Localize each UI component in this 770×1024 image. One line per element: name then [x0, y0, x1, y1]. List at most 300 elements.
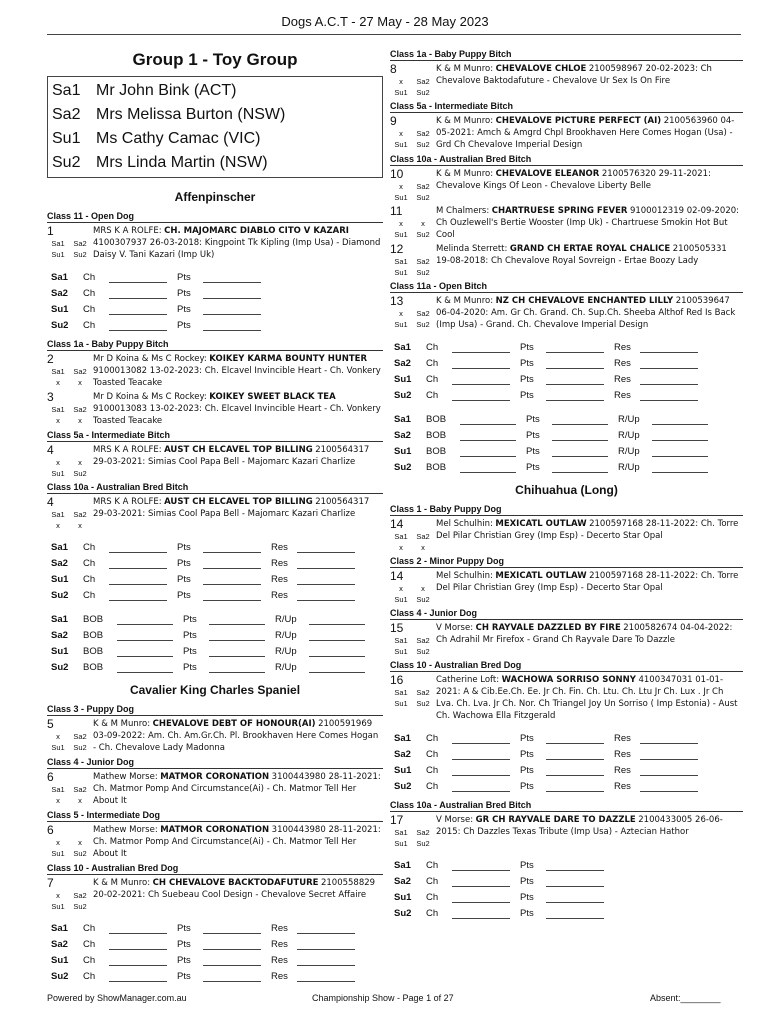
mark: x — [421, 543, 425, 552]
mark: x — [78, 521, 82, 530]
rup-line[interactable] — [309, 629, 365, 641]
judge-marks — [390, 139, 436, 150]
res-line[interactable] — [640, 357, 698, 369]
ch-line[interactable] — [452, 780, 510, 792]
ch-line[interactable] — [109, 303, 167, 315]
ch-label: Ch — [426, 860, 439, 871]
award-row — [47, 950, 383, 966]
award-row — [390, 744, 743, 760]
judge-marks — [47, 848, 93, 859]
judge-code: Sa1 — [394, 860, 411, 871]
pts-line[interactable] — [546, 891, 604, 903]
exhibitor: K & M Munro: — [436, 296, 494, 306]
mark: Su2 — [416, 88, 430, 97]
exhibitor: M Chalmers: — [436, 206, 490, 216]
entry-body — [436, 622, 743, 657]
pts-line[interactable] — [552, 429, 608, 441]
ch-label: Ch — [83, 542, 96, 553]
right-column — [390, 46, 743, 927]
ch-line[interactable] — [109, 589, 167, 601]
pts-line[interactable] — [552, 413, 608, 425]
judge-marks — [390, 838, 436, 849]
pts-label: Pts — [177, 304, 191, 315]
judge-line — [52, 79, 376, 103]
exhibitor: Mr D Koina & Ms C Rockey: — [93, 354, 207, 364]
res-line[interactable] — [297, 954, 355, 966]
dog-name: WACHOWA SORRISO SONNY — [501, 675, 636, 685]
pts-label: Pts — [526, 414, 540, 425]
ch-label: Ch — [83, 971, 96, 982]
mark: x — [399, 584, 403, 593]
judge-marks — [390, 531, 436, 542]
pts-line[interactable] — [203, 970, 261, 982]
pts-label: Pts — [177, 558, 191, 569]
res-line[interactable] — [297, 541, 355, 553]
exhibitor: K & M Munro: — [93, 719, 151, 729]
entry-left — [390, 570, 436, 605]
class-header: Class 4 - Junior Dog — [47, 757, 383, 769]
res-line[interactable] — [640, 389, 698, 401]
entry-left — [390, 518, 436, 553]
bob-line[interactable] — [117, 629, 173, 641]
ch-line[interactable] — [109, 970, 167, 982]
award-row — [390, 385, 743, 401]
entry-body — [93, 496, 383, 531]
ch-line[interactable] — [109, 938, 167, 950]
mark: Su1 — [394, 839, 408, 848]
rup-line[interactable] — [652, 413, 708, 425]
mark: Sa2 — [416, 532, 430, 541]
judge-marks — [390, 87, 436, 98]
res-label: Res — [614, 733, 631, 744]
mark: Su2 — [416, 647, 430, 656]
judge-code: Su1 — [394, 374, 412, 385]
pts-line[interactable] — [546, 357, 604, 369]
exhibitor: MRS K A ROLFE: — [93, 445, 162, 455]
footer-page-info: Championship Show - Page 1 of 27 — [312, 993, 454, 1003]
dog-details: 4100347031 01-01-2021: A & Cib.Ee.Ch. Ee. Jr Ch. Fin. Ch. Ltu. Ch. Ltu Jr Ch. Lux . Jr Ch Lva. Ch. Lva. Jr Ch. Nor. Ch Triangel Joy Un Sorriso ( Imp Estonia) - Aust Ch. Wachowa Ella Fitzgerald — [436, 675, 738, 721]
mark: Su2 — [416, 268, 430, 277]
pts-line[interactable] — [546, 780, 604, 792]
judge-code: Sa2 — [394, 876, 411, 887]
award-row — [47, 585, 383, 601]
judge-code: Su2 — [394, 462, 412, 473]
exhibitor: Melinda Sterrett: — [436, 244, 508, 254]
ch-label: Ch — [426, 358, 439, 369]
mark: Sa1 — [394, 532, 408, 541]
dog-name: GRAND CH ERTAE ROYAL CHALICE — [509, 244, 671, 254]
bob-label: BOB — [83, 614, 104, 625]
res-line[interactable] — [297, 589, 355, 601]
pts-label: Pts — [177, 574, 191, 585]
pts-line[interactable] — [546, 373, 604, 385]
res-line[interactable] — [640, 780, 698, 792]
bob-line[interactable] — [460, 461, 516, 473]
pts-line[interactable] — [203, 541, 261, 553]
judge-marks — [47, 457, 93, 468]
pts-line[interactable] — [546, 389, 604, 401]
class-header: Class 5 - Intermediate Dog — [47, 810, 383, 822]
res-line[interactable] — [297, 938, 355, 950]
entry — [390, 674, 743, 722]
pts-line[interactable] — [203, 589, 261, 601]
ch-label: Ch — [83, 939, 96, 950]
pts-label: Pts — [520, 358, 534, 369]
entry-left — [47, 718, 93, 754]
entry — [390, 168, 743, 203]
ch-label: Ch — [83, 574, 96, 585]
mark: Su2 — [416, 699, 430, 708]
entry-number: 16 — [390, 673, 404, 687]
mark: Sa1 — [51, 367, 65, 376]
pts-label: Pts — [177, 272, 191, 283]
res-label: Res — [271, 574, 288, 585]
footer-powered-by: Powered by ShowManager.com.au — [47, 993, 187, 1003]
class-header: Class 1a - Baby Puppy Bitch — [390, 49, 743, 61]
ch-line[interactable] — [109, 573, 167, 585]
mark: Su2 — [416, 839, 430, 848]
class-header: Class 10 - Australian Bred Dog — [47, 863, 383, 875]
entry-left — [47, 496, 93, 531]
judge-code: Sa1 — [51, 272, 68, 283]
pts-line[interactable] — [209, 661, 265, 673]
mark: x — [399, 77, 403, 86]
entry-body — [436, 570, 743, 605]
pts-line[interactable] — [203, 922, 261, 934]
ch-line[interactable] — [109, 319, 167, 331]
dog-details: 9100013083 13-02-2023: Ch. Elcavel Invincible Heart - Ch. Vonkery Toasted Teacake — [93, 404, 381, 426]
ch-label: Ch — [83, 320, 96, 331]
entry — [390, 622, 743, 657]
pts-line[interactable] — [552, 445, 608, 457]
judge-code: Su1 — [394, 446, 412, 457]
pts-line[interactable] — [209, 629, 265, 641]
judge-code: Su2 — [51, 320, 69, 331]
judge-code: Sa1 — [394, 342, 411, 353]
dog-name: NZ CH CHEVALOVE ENCHANTED LILLY — [495, 296, 674, 306]
pts-label: Pts — [526, 446, 540, 457]
ch-label: Ch — [426, 749, 439, 760]
ch-line[interactable] — [452, 732, 510, 744]
ch-line[interactable] — [452, 748, 510, 760]
entry-number: 14 — [390, 517, 404, 531]
bob-line[interactable] — [460, 445, 516, 457]
res-label: Res — [614, 390, 631, 401]
judge-code: Su1 — [51, 646, 69, 657]
ch-line[interactable] — [109, 271, 167, 283]
judge-marks — [47, 520, 93, 531]
judge-marks — [390, 256, 436, 267]
pts-line[interactable] — [203, 557, 261, 569]
judge-marks — [390, 229, 436, 240]
award-row — [390, 887, 743, 903]
pts-label: Pts — [526, 430, 540, 441]
entry-number: 9 — [390, 114, 397, 128]
ch-label: Ch — [426, 733, 439, 744]
ch-line[interactable] — [452, 373, 510, 385]
entry-left — [390, 243, 436, 278]
res-line[interactable] — [640, 373, 698, 385]
judge-code: Sa1 — [51, 542, 68, 553]
class-header: Class 10 - Australian Bred Dog — [390, 660, 743, 672]
dog-details: 2100433005 26-06-2015: Ch Dazzles Texas Tribute (Imp Usa) - Aztecian Hathor — [436, 815, 723, 837]
mark: Su2 — [73, 250, 87, 259]
pts-line[interactable] — [203, 954, 261, 966]
rup-line[interactable] — [652, 461, 708, 473]
ch-label: Ch — [426, 908, 439, 919]
res-label: Res — [271, 590, 288, 601]
mark: x — [56, 891, 60, 900]
entry — [47, 877, 383, 912]
award-row — [47, 315, 383, 331]
bob-line[interactable] — [460, 429, 516, 441]
pts-line[interactable] — [209, 645, 265, 657]
pts-label: Pts — [520, 733, 534, 744]
dog-name: CHEVALOVE DEBT OF HONOUR(AI) — [152, 719, 316, 729]
entry-left — [390, 63, 436, 98]
mark: Sa2 — [416, 182, 430, 191]
pts-line[interactable] — [546, 907, 604, 919]
award-row — [47, 537, 383, 553]
mark: Sa1 — [394, 688, 408, 697]
pts-line[interactable] — [203, 287, 261, 299]
pts-line[interactable] — [203, 271, 261, 283]
award-row — [47, 609, 383, 625]
mark: Su1 — [394, 699, 408, 708]
mark: x — [399, 182, 403, 191]
judge-code: Sa2 — [394, 430, 411, 441]
mark: Sa2 — [416, 828, 430, 837]
pts-line[interactable] — [203, 319, 261, 331]
dog-details: 2100564317 29-03-2021: Simias Cool Papa Bell - Majomarc Kazari Charlize — [93, 445, 370, 467]
award-row — [47, 569, 383, 585]
ch-line[interactable] — [452, 389, 510, 401]
award-block — [390, 409, 743, 473]
ch-label: Ch — [426, 374, 439, 385]
judge-marks — [47, 249, 93, 260]
ch-line[interactable] — [109, 922, 167, 934]
pts-line[interactable] — [203, 938, 261, 950]
bob-label: BOB — [426, 462, 447, 473]
ch-line[interactable] — [109, 557, 167, 569]
mark: Sa2 — [73, 239, 87, 248]
entry — [47, 391, 383, 427]
ch-label: Ch — [426, 765, 439, 776]
judge-marks — [47, 901, 93, 912]
rup-label: R/Up — [618, 430, 640, 441]
pts-line[interactable] — [546, 341, 604, 353]
pts-line[interactable] — [203, 573, 261, 585]
res-line[interactable] — [640, 341, 698, 353]
judge-code: Sa1 — [51, 614, 68, 625]
bob-line[interactable] — [460, 413, 516, 425]
pts-line[interactable] — [546, 732, 604, 744]
judge-code: Sa2 — [51, 630, 68, 641]
ch-line[interactable] — [452, 875, 510, 887]
bob-line[interactable] — [117, 645, 173, 657]
award-block — [47, 537, 383, 601]
pts-label: Pts — [526, 462, 540, 473]
class-header: Class 11a - Open Bitch — [390, 281, 743, 293]
entry-body — [93, 824, 383, 860]
mark: x — [56, 838, 60, 847]
entry-number: 8 — [390, 62, 397, 76]
res-label: Res — [614, 765, 631, 776]
ch-line[interactable] — [109, 954, 167, 966]
entry-left — [47, 225, 93, 261]
mark: Sa2 — [416, 77, 430, 86]
mark: x — [56, 796, 60, 805]
class-header: Class 10a - Australian Bred Bitch — [390, 154, 743, 166]
entry-left — [47, 353, 93, 389]
mark: Su1 — [51, 743, 65, 752]
entry — [47, 496, 383, 531]
dog-name: MATMOR CORONATION — [160, 772, 270, 782]
entry — [47, 444, 383, 479]
dog-name: MEXICATL OUTLAW — [495, 519, 587, 529]
entry-body — [436, 518, 743, 553]
mark: Sa1 — [394, 636, 408, 645]
entry-body — [93, 877, 383, 912]
ch-label: Ch — [83, 304, 96, 315]
dog-name: MATMOR CORONATION — [160, 825, 270, 835]
res-line[interactable] — [297, 922, 355, 934]
ch-line[interactable] — [452, 764, 510, 776]
ch-line[interactable] — [452, 891, 510, 903]
rup-line[interactable] — [309, 661, 365, 673]
ch-label: Ch — [426, 892, 439, 903]
dog-name: GR CH RAYVALE DARE TO DAZZLE — [475, 815, 636, 825]
judge-code: Sa2 — [52, 106, 81, 123]
pts-label: Pts — [183, 662, 197, 673]
mark: Su2 — [416, 230, 430, 239]
award-row — [390, 441, 743, 457]
mark: Su1 — [394, 193, 408, 202]
judge-code: Su2 — [394, 908, 412, 919]
pts-line[interactable] — [209, 613, 265, 625]
judge-marks — [390, 181, 436, 192]
pts-label: Pts — [520, 342, 534, 353]
judge-marks — [390, 192, 436, 203]
entry-number: 13 — [390, 294, 404, 308]
mark: Sa1 — [51, 785, 65, 794]
rup-line[interactable] — [309, 613, 365, 625]
pts-label: Pts — [520, 860, 534, 871]
pts-line[interactable] — [552, 461, 608, 473]
res-label: Res — [614, 749, 631, 760]
award-row — [390, 728, 743, 744]
exhibitor: Catherine Loft: — [436, 675, 500, 685]
mark: Sa2 — [73, 732, 87, 741]
class-header: Class 10a - Australian Bred Bitch — [47, 482, 383, 494]
award-row — [47, 299, 383, 315]
rup-label: R/Up — [275, 646, 297, 657]
ch-line[interactable] — [452, 341, 510, 353]
pts-line[interactable] — [203, 303, 261, 315]
pts-label: Pts — [520, 781, 534, 792]
mark: Sa2 — [416, 309, 430, 318]
award-row — [47, 553, 383, 569]
entry-number: 6 — [47, 770, 54, 784]
pts-line[interactable] — [546, 748, 604, 760]
entry-left — [390, 205, 436, 241]
mark: x — [56, 458, 60, 467]
bob-line[interactable] — [117, 613, 173, 625]
mark: x — [78, 838, 82, 847]
judge-code: Sa2 — [51, 288, 68, 299]
judge-marks — [390, 128, 436, 139]
pts-line[interactable] — [546, 764, 604, 776]
res-line[interactable] — [640, 732, 698, 744]
mark: Su2 — [73, 743, 87, 752]
mark: Su2 — [73, 469, 87, 478]
pts-line[interactable] — [546, 875, 604, 887]
pts-line[interactable] — [546, 859, 604, 871]
mark: Sa1 — [394, 828, 408, 837]
ch-label: Ch — [83, 590, 96, 601]
entry — [47, 718, 383, 754]
ch-line[interactable] — [452, 859, 510, 871]
entry-body — [436, 674, 743, 722]
entry — [47, 824, 383, 860]
judge-marks — [390, 827, 436, 838]
mark: x — [421, 584, 425, 593]
rup-line[interactable] — [652, 429, 708, 441]
judge-code: Sa2 — [394, 358, 411, 369]
award-row — [47, 918, 383, 934]
pts-label: Pts — [520, 908, 534, 919]
exhibitor: K & M Munro: — [93, 878, 151, 888]
entry-left — [47, 444, 93, 479]
res-line[interactable] — [297, 573, 355, 585]
ch-line[interactable] — [109, 287, 167, 299]
dog-name: CH RAYVALE DAZZLED BY FIRE — [475, 623, 621, 633]
mark: Su1 — [51, 250, 65, 259]
bob-line[interactable] — [117, 661, 173, 673]
entry-body — [93, 444, 383, 479]
rup-line[interactable] — [309, 645, 365, 657]
ch-line[interactable] — [109, 541, 167, 553]
judge-marks — [390, 594, 436, 605]
dog-details: 4100307937 26-03-2018: Kingpoint Tk Kipling (Imp Usa) - Diamond Daisy V. Tani Kazari (Imp Uk) — [93, 238, 381, 260]
ch-label: Ch — [426, 876, 439, 887]
bob-label: BOB — [426, 430, 447, 441]
mark: Su1 — [394, 230, 408, 239]
mark: Su1 — [51, 469, 65, 478]
dog-details: 2100598967 20-02-2023: Ch Chevalove Baktodafuture - Chevalove Ur Sex Is On Fire — [436, 64, 712, 86]
bob-label: BOB — [83, 646, 104, 657]
res-line[interactable] — [297, 970, 355, 982]
res-line[interactable] — [640, 764, 698, 776]
judge-marks — [47, 795, 93, 806]
ch-line[interactable] — [452, 357, 510, 369]
rup-line[interactable] — [652, 445, 708, 457]
judge-marks — [47, 509, 93, 520]
judge-marks — [390, 698, 436, 709]
rup-label: R/Up — [275, 614, 297, 625]
judge-marks — [47, 837, 93, 848]
dog-details: 2100591969 03-09-2022: Am. Ch. Am.Gr.Ch. Pl. Brookhaven Here Comes Hogan - Ch. Chevalove Lady Madonna — [93, 719, 379, 753]
mark: Sa2 — [73, 510, 87, 519]
pts-label: Pts — [177, 971, 191, 982]
mark: x — [399, 543, 403, 552]
entry-number: 17 — [390, 813, 404, 827]
entry — [390, 518, 743, 553]
res-line[interactable] — [297, 557, 355, 569]
ch-label: Ch — [426, 781, 439, 792]
res-line[interactable] — [640, 748, 698, 760]
ch-line[interactable] — [452, 907, 510, 919]
